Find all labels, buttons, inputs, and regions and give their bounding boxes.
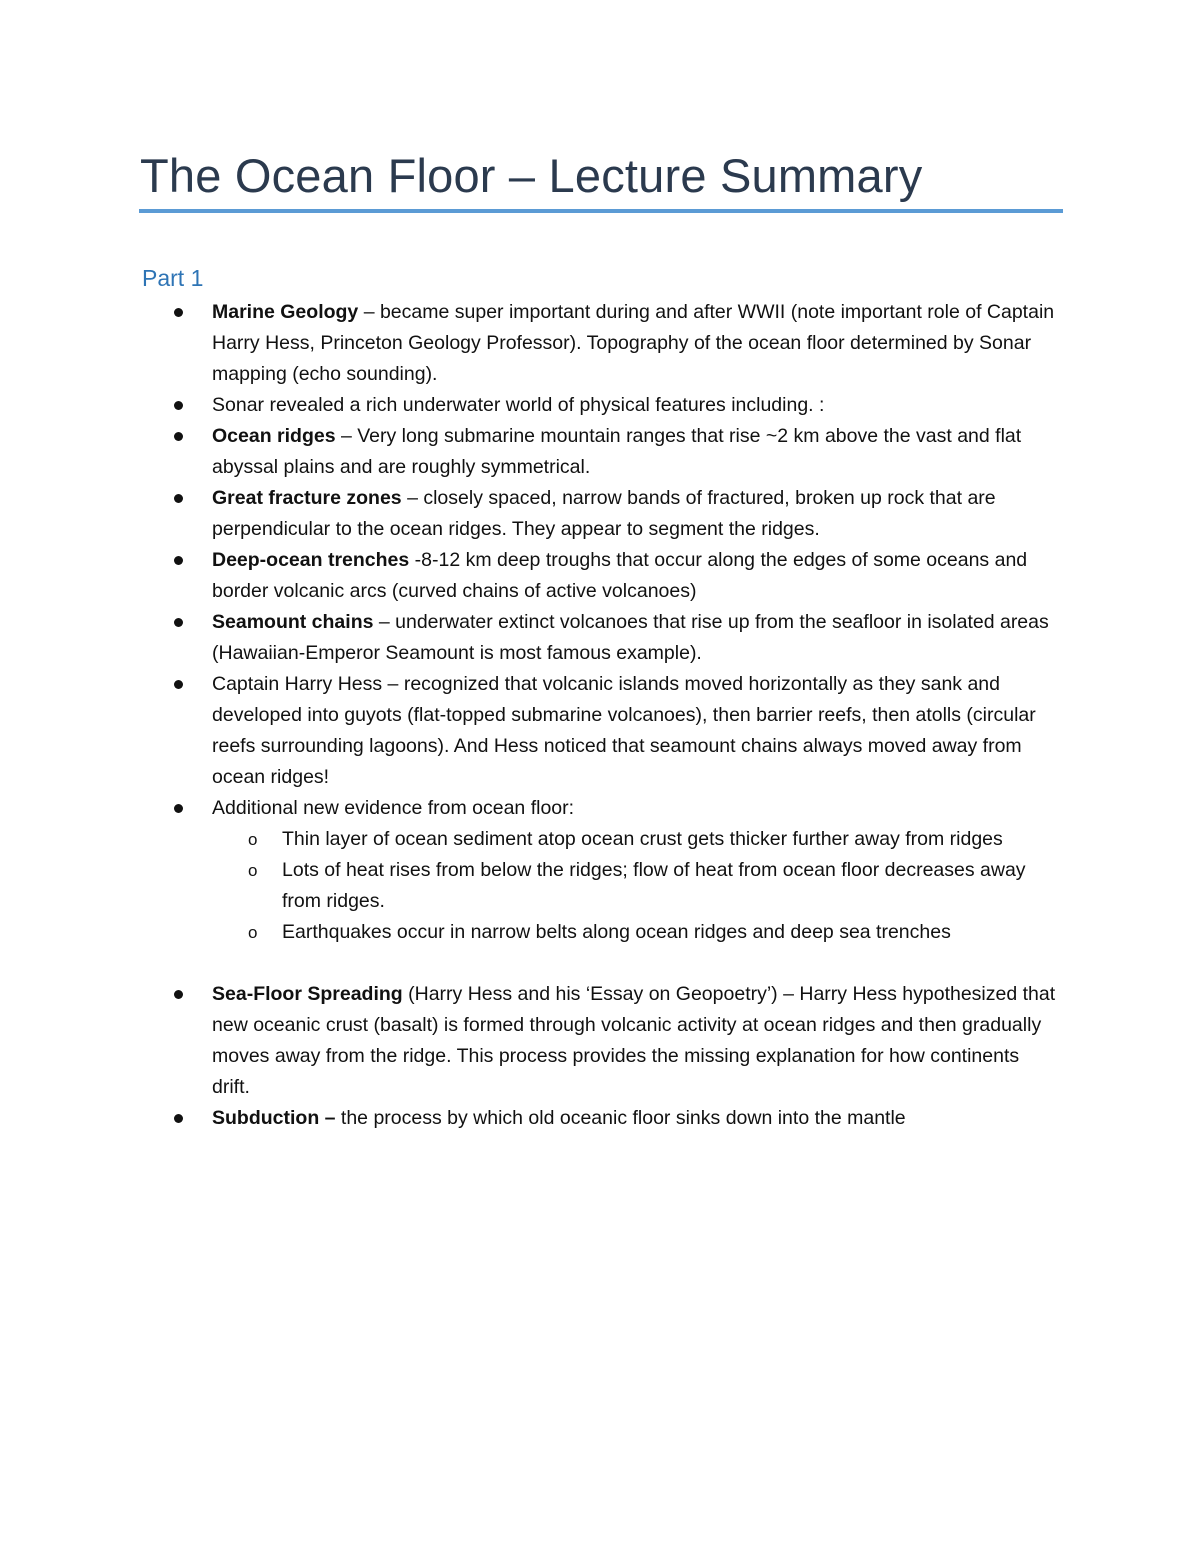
sub-item-text: Thin layer of ocean sediment atop ocean crust gets thicker further away from ridges <box>282 828 1003 850</box>
item-term: Subduction – <box>212 1107 336 1129</box>
bullet-list <box>0 297 1200 1134</box>
list-item <box>0 607 1062 669</box>
list-item <box>0 793 1062 824</box>
section-heading: Part 1 <box>142 265 204 291</box>
list-item <box>0 545 1062 607</box>
item-term: Sea-Floor Spreading <box>212 983 403 1005</box>
item-term: Marine Geology <box>212 301 359 323</box>
list-item <box>0 483 1062 545</box>
bullet-dot-icon <box>174 804 183 813</box>
sub-item-text: Earthquakes occur in narrow belts along ocean ridges and deep sea trenches <box>282 921 951 943</box>
item-text: – underwater extinct volcanoes that rise up from the seafloor in isolated areas (Hawaiian-Emperor Seamount is most famous example). <box>212 611 1049 664</box>
item-term: Seamount chains <box>212 611 374 633</box>
item-text: (Harry Hess and his ‘Essay on Geopoetry’) – Harry Hess hypothesized that new oceanic crust (basalt) is formed through volcanic activity at ocean ridges and then gradually moves away from the ridge. This process provides the missing explanation for how continents drift. <box>212 983 1056 1098</box>
hollow-bullet-icon: o <box>248 830 258 849</box>
bullet-dot-icon <box>174 680 183 689</box>
document-title: The Ocean Floor – Lecture Summary <box>140 149 923 202</box>
item-text: the process by which old oceanic floor sinks down into the mantle <box>335 1107 906 1129</box>
bullet-dot-icon <box>174 556 183 565</box>
item-text: Sonar revealed a rich underwater world of physical features including. : <box>212 394 825 416</box>
item-text: – Very long submarine mountain ranges that rise ~2 km above the vast and flat abyssal plains and are roughly symmetrical. <box>212 425 1022 478</box>
item-text: – became super important during and after WWII (note important role of Captain Harry Hess, Princeton Geology Professor). Topography of the ocean floor determined by Sonar mapping (echo sounding). <box>212 301 1055 385</box>
bullet-dot-icon <box>174 618 183 627</box>
hollow-bullet-icon: o <box>248 861 258 880</box>
bullet-dot-icon <box>174 401 183 410</box>
item-term: Deep-ocean trenches <box>212 549 410 571</box>
list-item <box>0 421 1062 483</box>
sub-list-item <box>0 855 1062 917</box>
title-underline <box>139 209 1063 213</box>
list-item <box>0 297 1062 390</box>
item-text: Additional new evidence from ocean floor: <box>212 797 575 819</box>
bullet-dot-icon <box>174 432 183 441</box>
bullet-dot-icon <box>174 990 183 999</box>
item-term: Great fracture zones <box>212 487 402 509</box>
item-term: Ocean ridges <box>212 425 336 447</box>
list-item <box>0 1103 1062 1134</box>
list-item <box>0 669 1062 793</box>
hollow-bullet-icon: o <box>248 923 258 942</box>
list-item <box>0 979 1062 1103</box>
sub-list-item <box>0 917 1062 948</box>
bullet-dot-icon <box>174 308 183 317</box>
item-text: -8-12 km deep troughs that occur along the edges of some oceans and border volcanic arcs (curved chains of active volcanoes) <box>212 549 1028 602</box>
bullet-dot-icon <box>174 494 183 503</box>
bullet-dot-icon <box>174 1114 183 1123</box>
item-text: – closely spaced, narrow bands of fractured, broken up rock that are perpendicular to the ocean ridges. They appear to segment the ridges. <box>212 487 996 540</box>
list-item <box>0 390 1062 421</box>
sub-item-text: Lots of heat rises from below the ridges; flow of heat from ocean floor decreases away from ridges. <box>282 859 1026 912</box>
item-text: Captain Harry Hess – recognized that volcanic islands moved horizontally as they sank and developed into guyots (flat-topped submarine volcanoes), then barrier reefs, then atolls (circular reefs surrounding lagoons). And Hess noticed that seamount chains always moved away from ocean ridges! <box>212 673 1036 788</box>
sub-list-item <box>0 824 1062 855</box>
blank-line <box>0 948 1200 979</box>
